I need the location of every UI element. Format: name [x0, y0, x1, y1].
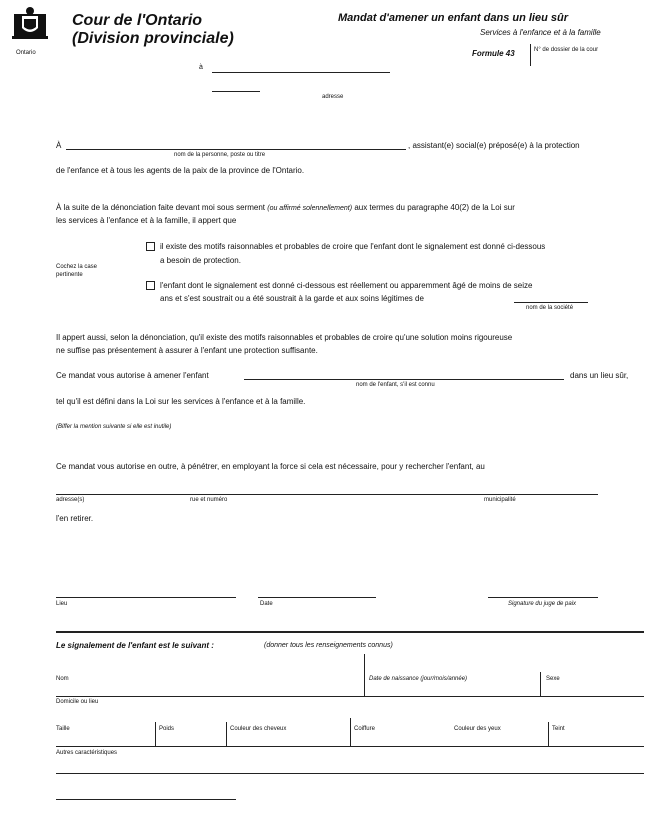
- form-subtitle: Services à l'enfance et à la famille: [480, 28, 601, 37]
- place-field[interactable]: [56, 597, 236, 598]
- enter-address-field[interactable]: [56, 494, 598, 495]
- option-protection-line2: a besoin de protection.: [160, 256, 241, 265]
- authorize-line1: Ce mandat vous autorise à amener l'enfant: [56, 371, 209, 380]
- name-row-field[interactable]: [56, 696, 644, 697]
- date-caption: Date: [260, 601, 273, 607]
- height-caption: Taille: [56, 726, 70, 732]
- court-name-line2: (Division provinciale): [72, 30, 234, 47]
- court-file-label: N° de dossier de la cour: [534, 47, 599, 53]
- eye-color-caption: Couleur des yeux: [454, 726, 501, 732]
- crest-caption: Ontario: [16, 50, 36, 56]
- recipient-name-field[interactable]: [66, 149, 406, 150]
- description-note: (donner tous les renseignements connus): [264, 642, 393, 649]
- option-protection-checkbox[interactable]: [146, 242, 155, 251]
- denunciation-line1: À la suite de la dénonciation faite devant moi sous serment (ou affirmé solennellement) aux termes du paragraphe 40(2) de la Loi sur: [56, 203, 515, 212]
- denunciation-line2: les services à l'enfance et à la famille, il appert que: [56, 216, 237, 225]
- other-caption: Autres caractéristiques: [56, 750, 118, 756]
- checkbox-note-line2: pertinente: [56, 272, 83, 278]
- authorize-line2: tel qu'il est défini dans la Loi sur les services à l'enfance et à la famille.: [56, 397, 306, 406]
- street-caption: rue et numéro: [190, 497, 228, 503]
- recipient-line2: de l'enfance et à tous les agents de la paix de la province de l'Ontario.: [56, 166, 305, 175]
- hair-color-caption: Couleur des cheveux: [230, 726, 287, 732]
- enter-line1: Ce mandat vous autorise en outre, à pénétrer, en employant la force si cela est nécessaire, pour y rechercher l'enfant, au: [56, 462, 485, 471]
- recipient-role-text: , assistant(e) social(e) préposé(e) à la protection: [408, 141, 580, 150]
- place-caption: Lieu: [56, 601, 68, 607]
- form-number: Formule 43: [472, 49, 515, 58]
- judge-caption: Signature du juge de paix: [508, 601, 577, 607]
- dob-caption: Date de naissance (jour/mois/année): [369, 676, 468, 682]
- child-name-caption: nom de l'enfant, s'il est connu: [356, 382, 435, 388]
- society-field[interactable]: [514, 302, 588, 303]
- option-protection-line1: il existe des motifs raisonnables et probables de croire que l'enfant dont le signalement est donné ci-dessous: [160, 242, 546, 251]
- recipient-a-label: À: [56, 141, 62, 150]
- crest-icon: [10, 6, 50, 50]
- court-name-line1: Cour de l'Ontario: [72, 12, 203, 29]
- features-row-field[interactable]: [56, 746, 644, 747]
- form-title: Mandat d'amener un enfant dans un lieu sûr: [338, 12, 568, 24]
- date-field[interactable]: [258, 597, 376, 598]
- authorize-line1-end: dans un lieu sûr,: [570, 371, 629, 380]
- address-field[interactable]: [212, 91, 260, 92]
- withdraw-text: l'en retirer.: [56, 514, 94, 523]
- other-line-2[interactable]: [56, 799, 236, 800]
- description-title: Le signalement de l'enfant est le suivant :: [56, 641, 214, 650]
- option-withdrawn-checkbox[interactable]: [146, 281, 155, 290]
- ontario-crest: [10, 6, 50, 50]
- municipality-caption: municipalité: [484, 497, 516, 503]
- other-line-1[interactable]: [56, 773, 644, 774]
- location-field[interactable]: [212, 72, 390, 73]
- addr-caption: adresse(s): [56, 497, 85, 503]
- checkbox-note-line1: Cochez la case: [56, 264, 98, 270]
- also-line1: Il appert aussi, selon la dénonciation, qu'il existe des motifs raisonnables et probables de croire qu'une solution moins rigoureuse: [56, 333, 513, 342]
- hairstyle-caption: Coiffure: [354, 726, 375, 732]
- address-caption: adresse: [322, 94, 344, 100]
- also-line2: ne suffise pas présentement à assurer à l'enfant une protection suffisante.: [56, 346, 318, 355]
- child-name-field[interactable]: [244, 379, 564, 380]
- sex-caption: Sexe: [546, 676, 560, 682]
- residence-caption: Domicile ou lieu: [56, 699, 99, 705]
- recipient-caption: nom de la personne, poste ou titre: [174, 152, 266, 158]
- name-caption: Nom: [56, 676, 69, 682]
- strike-note: (Biffer la mention suivante si elle est inutile): [56, 424, 172, 430]
- option-withdrawn-line1: l'enfant dont le signalement est donné ci-dessous est réellement ou apparemment âgé de moins de seize: [160, 281, 533, 290]
- society-caption: nom de la société: [526, 305, 574, 311]
- weight-caption: Poids: [159, 726, 175, 732]
- section-divider: [56, 631, 644, 633]
- complexion-caption: Teint: [552, 726, 565, 732]
- judge-signature-field[interactable]: [488, 597, 598, 598]
- at-label: à: [199, 64, 203, 71]
- option-withdrawn-line2: ans et s'est soustrait ou a été soustrait à la garde et aux soins légitimes de: [160, 294, 424, 303]
